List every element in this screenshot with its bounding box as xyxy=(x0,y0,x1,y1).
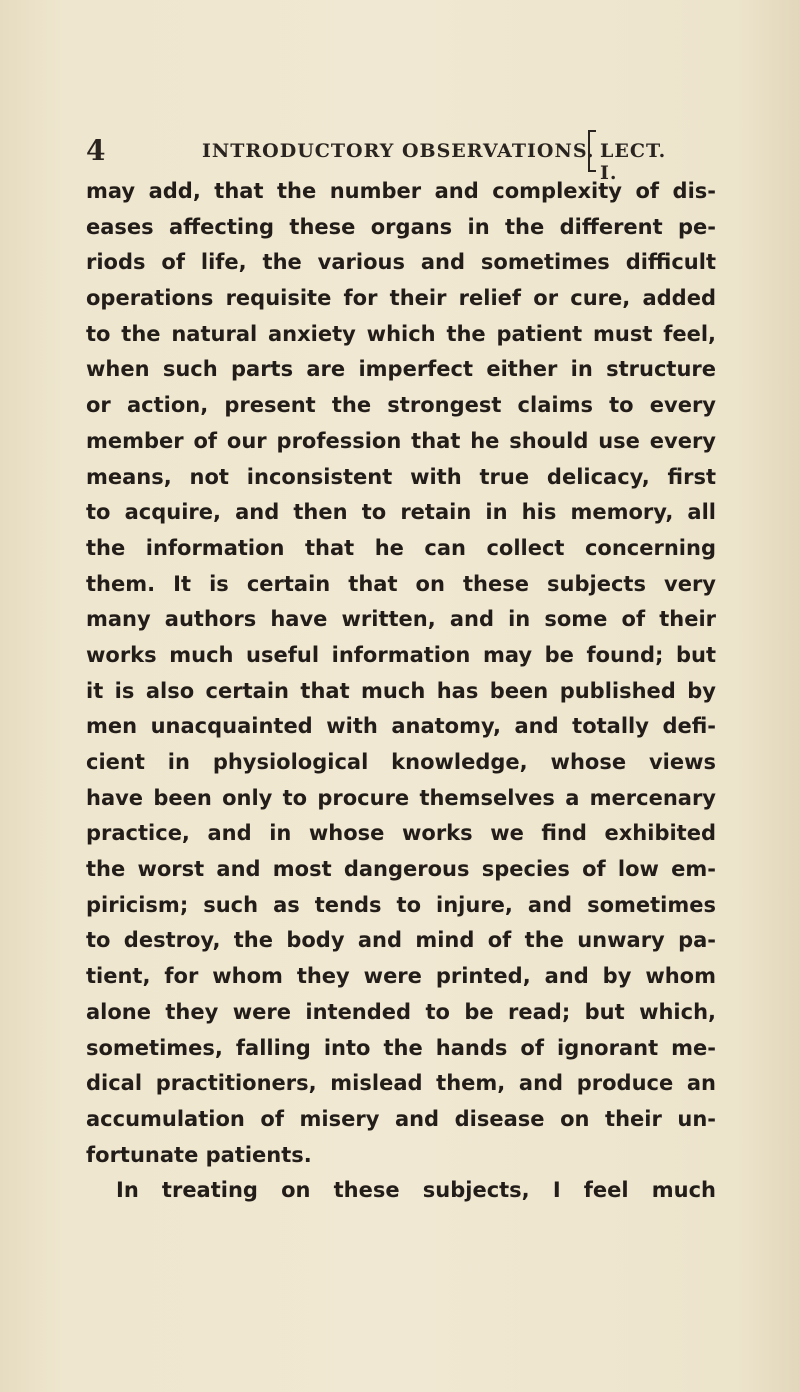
running-title: INTRODUCTORY OBSERVATIONS. xyxy=(202,140,595,162)
text-line: practice, and in whose works we find exhibited xyxy=(86,821,716,846)
text-line: when such parts are imperfect either in structure xyxy=(86,357,716,382)
text-line: them. It is certain that on these subjects very xyxy=(86,571,716,596)
text-line: piricism; such as tends to injure, and sometimes xyxy=(86,892,716,917)
text-line: the information that he can collect concerning xyxy=(86,535,716,560)
text-line: riods of life, the various and sometimes difficult xyxy=(86,250,716,275)
text-line: cient in physiological knowledge, whose views xyxy=(86,750,716,774)
paragraph-start-line: In treating on these subjects, I feel much xyxy=(116,1178,716,1203)
text-line: men unacquainted with anatomy, and totally defi- xyxy=(86,714,716,739)
text-line: to acquire, and then to retain in his memory, all xyxy=(86,500,716,525)
text-line: it is also certain that much has been published by xyxy=(86,678,716,703)
text-line: sometimes, falling into the hands of ignorant me- xyxy=(86,1035,716,1060)
text-line: accumulation of misery and disease on their un- xyxy=(86,1106,716,1131)
text-line: works much useful information may be found; but xyxy=(86,642,716,667)
bracket-mark xyxy=(588,130,596,172)
text-line: to the natural anxiety which the patient must feel, xyxy=(86,321,716,346)
text-line: may add, that the number and complexity of dis- xyxy=(86,179,716,203)
text-line: operations requisite for their relief or cure, added xyxy=(86,286,716,311)
text-line: eases affecting these organs in the different pe- xyxy=(86,214,716,239)
text-line: or action, present the strongest claims to every xyxy=(86,393,716,418)
page-header xyxy=(86,132,686,184)
page-number: 4 xyxy=(86,134,106,167)
text-line: fortunate patients. xyxy=(86,1142,312,1167)
text-line: means, not inconsistent with true delicacy, first xyxy=(86,464,716,489)
text-line: the worst and most dangerous species of low em- xyxy=(86,857,716,882)
text-line: many authors have written, and in some of their xyxy=(86,607,716,632)
section-label: LECT. I. xyxy=(600,140,667,184)
text-line: member of our profession that he should use every xyxy=(86,428,716,453)
text-line: have been only to procure themselves a mercenary xyxy=(86,785,716,810)
text-line: to destroy, the body and mind of the unwary pa- xyxy=(86,928,716,953)
text-line: tient, for whom they were printed, and by whom xyxy=(86,964,716,989)
body-text xyxy=(86,174,716,1209)
text-line: alone they were intended to be read; but which, xyxy=(86,999,716,1024)
text-line: dical practitioners, mislead them, and produce an xyxy=(86,1071,716,1096)
